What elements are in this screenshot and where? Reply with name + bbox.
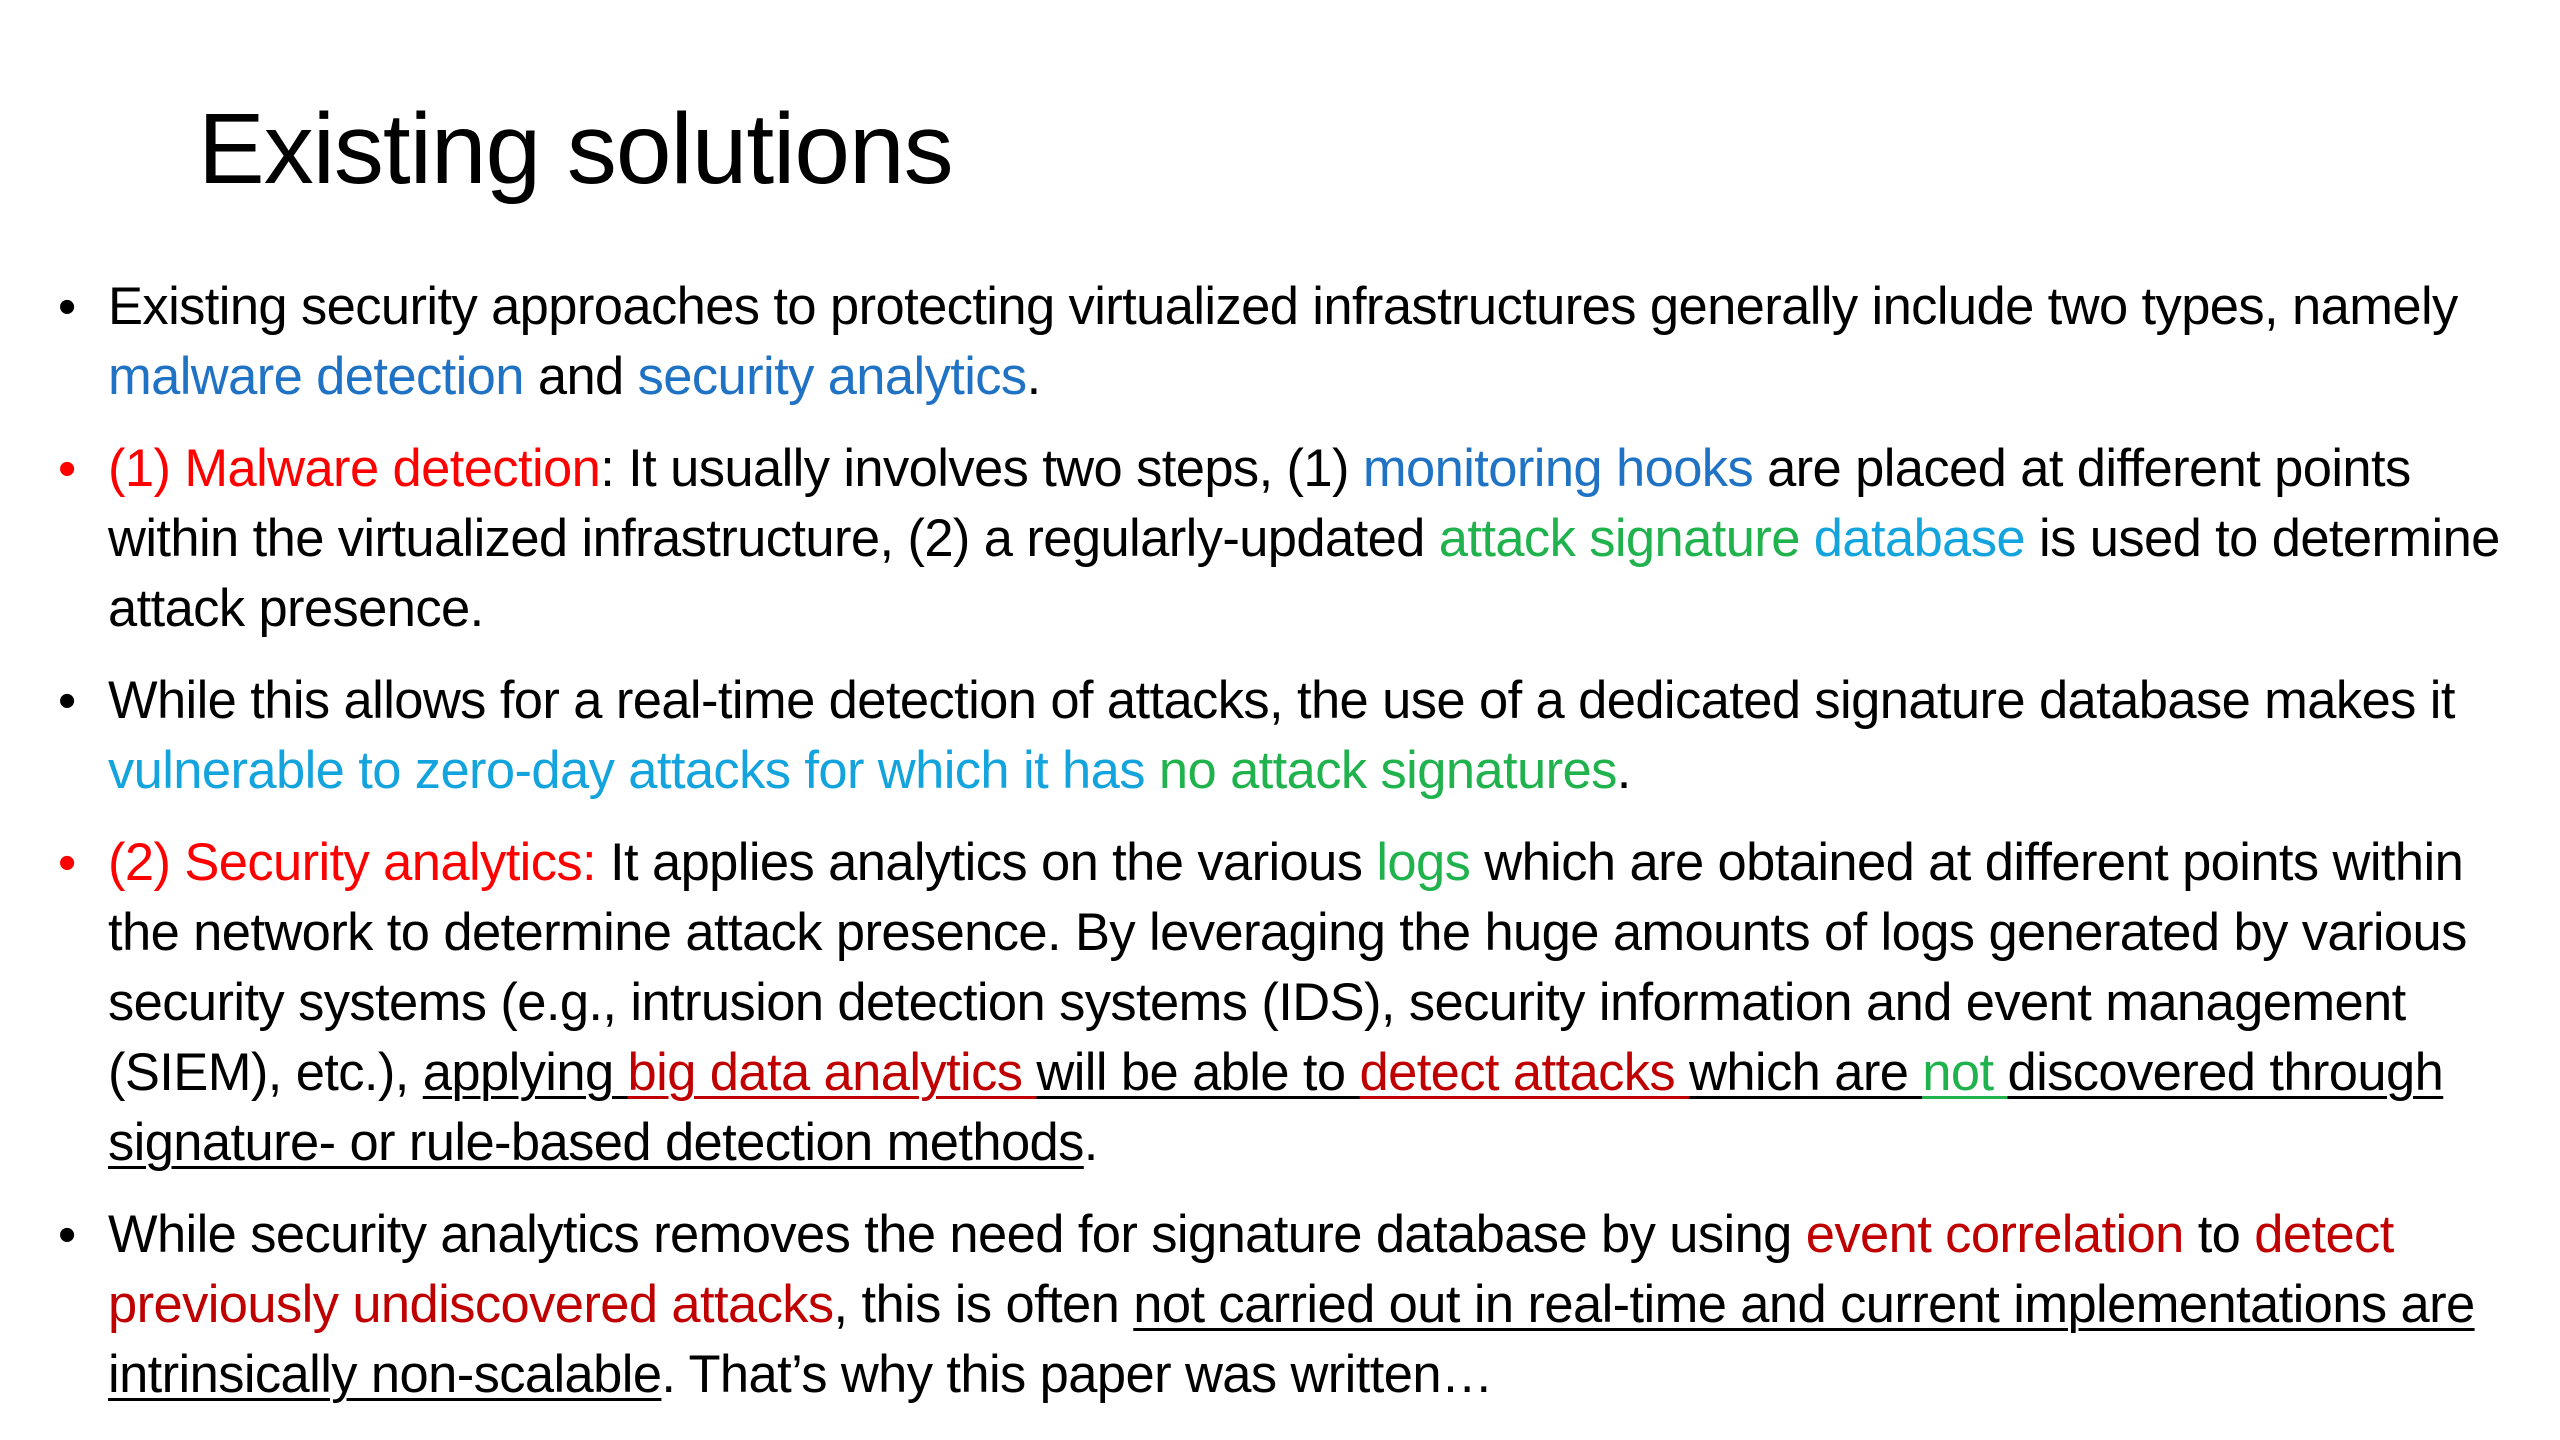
- highlight-not: not: [1922, 1043, 2008, 1102]
- highlight-detect-undiscovered: detect previously undiscovered attacks: [108, 1205, 2394, 1334]
- bullet-dot-icon: •: [58, 278, 76, 336]
- bullet-list: [58, 272, 2538, 1432]
- bullet-item-existing-approaches: [58, 272, 2538, 412]
- bullet-dot-icon: •: [58, 834, 76, 892]
- bullet-item-zero-day: [58, 666, 2538, 806]
- bullet-text: [108, 439, 2500, 638]
- bullet-item-malware-detection: [58, 434, 2538, 644]
- slide-title: Existing solutions: [198, 93, 953, 205]
- highlight-malware-detection: malware detection: [108, 347, 524, 406]
- highlight-vulnerable-zero-day: vulnerable to zero-day attacks for which it has: [108, 741, 1159, 800]
- bullet-text: [108, 277, 2458, 406]
- text-segment: and: [523, 347, 638, 406]
- text-segment: .: [1616, 741, 1631, 800]
- highlight-attack-signature: attack signature: [1438, 509, 1800, 568]
- highlight-security-analytics: security analytics: [637, 347, 1027, 406]
- highlight-logs: logs: [1376, 833, 1471, 892]
- bullet-dot-icon: •: [58, 440, 76, 498]
- underlined-applying: applying: [422, 1043, 628, 1102]
- bullet-text: [108, 1205, 2475, 1404]
- text-segment: Existing security approaches to protecting virtualized infrastructures generally include two types, namely: [108, 277, 2458, 336]
- bullet-item-security-analytics: [58, 828, 2538, 1178]
- text-segment: to: [2183, 1205, 2255, 1264]
- heading-security-analytics: (2) Security analytics:: [108, 833, 597, 892]
- text-segment: .: [1083, 1113, 1098, 1172]
- bullet-text: [108, 671, 2455, 800]
- highlight-event-correlation: event correlation: [1805, 1205, 2184, 1264]
- heading-malware-detection: (1) Malware detection: [108, 439, 601, 498]
- bullet-item-limitations: [58, 1200, 2538, 1410]
- highlight-big-data-analytics: big data analytics: [627, 1043, 1037, 1102]
- bullet-dot-icon: •: [58, 672, 76, 730]
- bullet-dot-icon: •: [58, 1206, 76, 1264]
- highlight-monitoring-hooks: monitoring hooks: [1362, 439, 1754, 498]
- highlight-database: database: [1813, 509, 2026, 568]
- text-segment: While this allows for a real-time detection of attacks, the use of a dedicated signature database makes it: [108, 671, 2455, 730]
- underlined-which-are: which are: [1689, 1043, 1923, 1102]
- text-segment: : It usually involves two steps, (1): [600, 439, 1363, 498]
- text-segment: , this is often: [833, 1275, 1134, 1334]
- text-segment: which are obtained at different points within the network to determine attack presence. By leveraging the huge amounts of logs generated by various security systems (e.g., intrusion detection systems (IDS), security information and event management (SIEM), etc.),: [108, 833, 2467, 1102]
- text-segment: [1800, 509, 1814, 568]
- text-segment: It applies analytics on the various: [596, 833, 1377, 892]
- text-segment: .: [1026, 347, 1041, 406]
- underlined-not-real-time: not carried out in real-time and current implementations are intrinsically non-scalable: [108, 1275, 2475, 1404]
- text-segment: . That’s why this paper was written…: [661, 1345, 1493, 1404]
- text-segment: are placed at different points within the virtualized infrastructure, (2) a regularly-updated: [108, 439, 2411, 568]
- text-segment: While security analytics removes the need for signature database by using: [108, 1205, 1806, 1264]
- highlight-detect-attacks: detect attacks: [1359, 1043, 1690, 1102]
- text-segment: is used to determine attack presence.: [108, 509, 2500, 638]
- underlined-will-be-able-to: will be able to: [1036, 1043, 1360, 1102]
- highlight-no-attack-signatures: no attack signatures: [1158, 741, 1617, 800]
- underlined-discovered-methods: discovered through signature- or rule-based detection methods: [108, 1043, 2444, 1172]
- bullet-text: [108, 833, 2467, 1172]
